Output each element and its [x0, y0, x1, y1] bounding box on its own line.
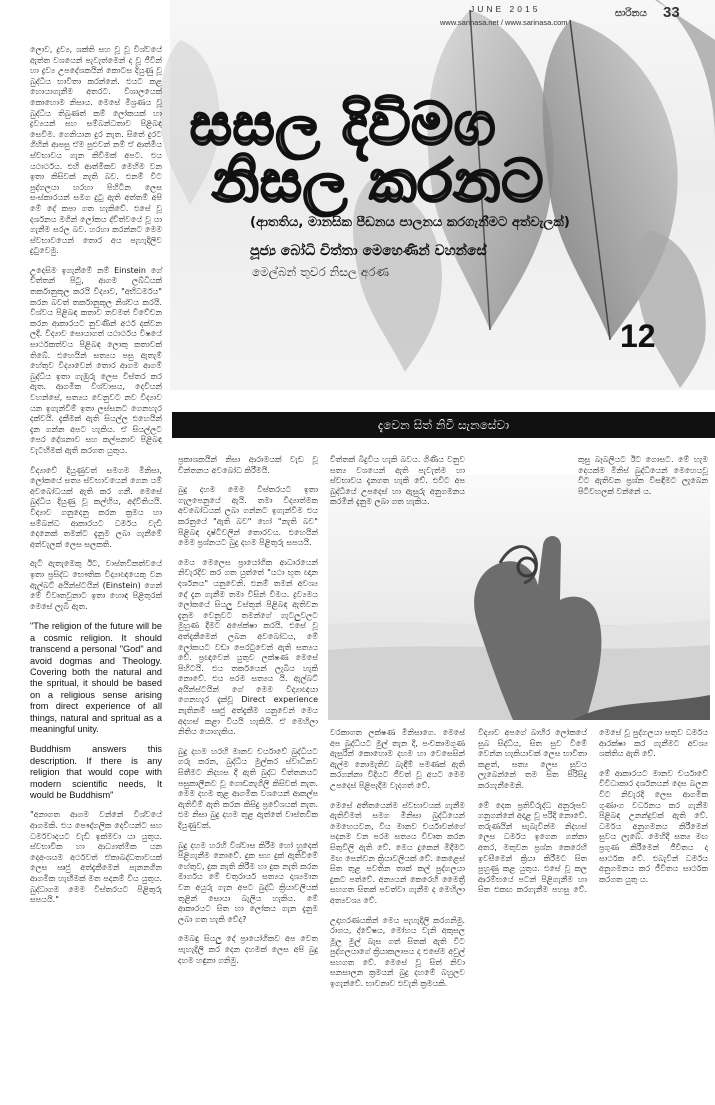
magazine-logo: සාරිනය: [615, 8, 647, 19]
article-title-line2: නිසල කරනට: [212, 147, 545, 215]
section-banner: [172, 412, 715, 438]
paragraph: උදෙසිම ඉගැනීමේ නම් Einstein ගේ චිත්තන් පිටු, ආගම ලබ්ධියක් තර්කානුකූල කරයි විද්‍යාව, "අභිධර්මය" කරන බවත් තර්කානුකූල නිශ්චය කරයි. විශ්වය පිළිබඳ කතාව තවමත් විවේචන කරන ආකාරයට නුවණින් අර්ථ දක්වන ලදී. විද්‍යාව සොයාගත් යථාර්ථය විෂයේ සාර්ථකත්වය පිළිබඳ ලොකු කතාවක් තිබේ. එහෙයින් සත්‍යය පසු ඇතැම් හේතුව විද්‍යාවෙන් තොර ආගම ආගම් බුද්ධිය ඉතා ගැඹුරු ලෙස විස්තර කර ඇත. ආගමික විශ්වාසය, දෙවියන් වහන්සේ, සත්‍යය වෙනුවට නව විද්‍යාව යන ඉගැන්වීම් ඉතා ලස්සනට ගෙනහැර දක්වයි. දැකීමක් ඇති සියල්ල එහෙයින් දැන ගන්න අපට හැකිය. ඒ සියල්ලට පෙර දේශනාව සහ කල්පනාව පිළිබඳ වැටහීමක් ඇති කරගත යුතුය.: [30, 265, 162, 455]
paragraph: බුදු දහම හරහි විශ්වාස කිරීම හෝ හුදෙක් පිළිගැනීම නොවේ. දුක සහ දුක් ඇතිවීමේ හේතුව, දුක නැති කිරීම හා දුක නැති කරන මාර්ගය මේ චතුරාර්ය සත්‍යය දෘශ්‍යමාන වන අයුරු ගැන අපට බුද්ධි ක්‍රියාවලියක් තුළින් සොයා බැලිය හැකිය. මේ ආකාරයට සිත හා ලෝකය ගැන දැනුම ලබා ගත හැකි වේද?: [178, 840, 318, 924]
paragraph: වරකාගත ලක්ෂණ මිනිසාගෙ. මෙසේ අප බුද්ධියට මුල් තැන දී, පංචකාමගුණ ඇසුරින් කොහොම දහම හා වෙසෙසින් ඇල්ම නොමැතිව බැඳීම් පමණක් ඇති කරගන්නා විදියට ජීවත් වූ අයට මෙම උපදෙස් පිළිපැදීම වැදගත් වේ.: [330, 728, 465, 790]
text-column-3-top: [330, 455, 465, 507]
paragraph: උදාහරණයකින් මෙය පැහැදිලි කරගනිමු. රාගය, ද්වේෂය, මෝහය වැනි අකුසල මූල මුල් බැස ගත් සිතක් ඇති විට පුද්ගලයාගේ ක්‍රියාකලාපය ද එසේම අවුල් සහගත වේ. මෙසේ වූ සිත් නිවා සනසාලන ක්‍රමයන් බුදු දහමේ බහුලව ඉගැන්වේ. භාවනාව එවැනි ක්‍රමයකි.: [330, 915, 465, 989]
meditation-hand-photo: [328, 475, 710, 720]
issue-date: JUNE 2015: [470, 4, 541, 14]
paragraph: මෙබඳු සියලු දේ ප්‍රායෝගිකව අප වෙත පැහැදිලි කර දෙන දහමක් ලෙස අපි බුදු දහම හඳුනා ගනිමු.: [178, 934, 318, 965]
text-column-4-top: [578, 455, 708, 496]
paragraph: චිත්තක් බිදුවිය හැකි බවය. ගිණිය වනුව සත්‍ය වශයෙන් ඇති පැවැත්ම හා ස්වභාවය දැනගත හැකි වේ. එවිට අප බුද්ධියේ උපදෙස් හා ඇසුරු අනුගමනය කරමින් දැනුම ලබා ගත හැකිය.: [330, 455, 465, 507]
text-column-2: [178, 455, 318, 1065]
paragraph: බුදු දහම මෙම විස්තරයට ඉතා ගැලපෙනුයේ ඇයි. තමා විද්‍යාත්මක අවබෝධයක් ලබා ගන්නට ඉගැන්වීම එය කරනුයේ "ඇති බව" හෝ "නැති බව" පිළිබඳ දෘෂ්ටිවලින් තොරවය. එහෙයින් මෙම ප්‍රශ්නයට බුදු දහම පිළිතුරු සපයයි.: [178, 485, 318, 548]
page-number: 33: [663, 4, 680, 21]
text-column-4: [478, 728, 708, 1068]
speaker-name: පූජ්‍ය බෝධි චිත්තා මෙහෙණින් වහන්සේ: [250, 243, 487, 259]
paragraph: මේ දෙක ප්‍රතිවිරුද්ධ අනුරූපව ගනුගන්නේ අදාළ වූ පරිදි නොවේ. තරුණයින් සැබැවින්ම නිදහස් ලෙස ධර්මය ඉගෙන ගන්නා අතර, මතුවන ප්‍රශ්න කෙරෙහි ඉවසීමෙන් ක්‍රියා කිරීමට සිත පුහුණු කළ යුතුය. එසේ වූ කල ආරම්භයේ පටන් පිළිගැනීම හා සිත එකඟ කරගැනීම පහසු වේ. මෙසේ වූ පුද්ගලයා සතුව ධර්මය ආරක්ෂා කර ගැනීමට අවශ්‍ය ශක්තිය ඇති වේ.: [478, 728, 708, 895]
text-column-1: [30, 45, 162, 915]
paragraph: බුදු දහම හරහි මානව චර්යාවේ බුද්ධියට ගරු කරන, බුද්ධිය මුල්කර ස්වාධීනව සිතීමට නිදහස දී ඇති බුද්ධ චිත්තනයට පසුකාලීනව වූ ගොඩනැගිලි කිසිවක් නැත. මෙම දහම තුළ ආගමික වශයෙන් ආකල්ප ඇතිවීම් ඇති කරන කිසිදු ප්‍රවේශයක් නැත. එම නිසා බුදු දහම තුළ ඇත්තේ වාස්තවික දියුණුවක්.: [178, 746, 318, 830]
article-title-line1: සසල දිවිමග: [190, 90, 497, 158]
website-url[interactable]: www.sarinasa.net / www.sarinasa.com: [440, 18, 568, 27]
paragraph: විද්‍යාවේ දියුණුවත් සමගම මිනිසා, ලෝකයේ සත්‍ය ස්වභාවයෙන් ගෙන යම් අවබෝධයක් ඇති කර ගනී. මෙසේ බුද්ධිය දියුණු වූ කල්හිය, අද්විතියයි. විද්‍යාව ගනුදෙනු කරන ක්‍රමය හා සම්බන්ධ ආකාරයට ධර්මය වැඩි දෙනෙක් තමන්ට දැනුම ලබා ගැනීමේ අත්වැලක් ලෙස සලකති.: [30, 465, 162, 549]
einstein-quote: "The religion of the future will be a cosmic religion. It should transcend a personal "God" and avoid dogmas and Theology. Covering both the natural and the spritual, it should be based on a religious sense arising from direct experience of all things, natural and spritual as a meaningful unity.: [30, 621, 162, 734]
paragraph: විද්‍යාව අපගේ බාහිර ලෝකයේ සුබ සිද්ධිය, සිත සුව වීමේ වෙන්න හැකියාවක් ලෙස භාවිතා කළත්, සත්‍ය ලෙස සුවය ලැබෙන්නේ තම සිත පිරිසිදු කරගැනීමෙනි.: [478, 728, 587, 790]
text-column-3: [330, 728, 465, 1068]
paragraph: ඇටි ඇතැමෙකු ඊට, වාස්තවිකත්වයේ ඉතා ප්‍රසිද්ධ භෞතික විද්‍යාඥයෙකු වන ඇල්බට් අයින්ස්ටයින් (Einstein) ගෙන් මේ විවෘතවුනාට ඉතා හොඳ පිළිතුරක් මෙසේ ලැබී ඇත.: [30, 559, 162, 611]
paragraph: මෙසේ අතීතයෙන්ම ස්වභාවයක් ගැනීම ඇතිවීමත් සමග මිනිසා බුද්ධියෙන් මෙහෙයවන, විය මානව චර්යාවන්ගේ පදනම වන පරම සත්‍යය විවෘත කරන සිතුවිලි ඇති වේ. මෙය දුකෙන් මිදීමට මඟ පෙන්වන ක්‍රියාවලියක් වේ. කෙළෙස් සිත තුළ පවතින තාක් කල් පුද්ගලයා දුකට පත්වේ. අන්‍යයන් කෙරෙහි මෛත්‍රී සහගත සිතක් පවත්වා ගැනීම ද මෙහිලා අත්‍යවශ්‍ය වේ.: [330, 800, 465, 905]
meditation-hand-illustration: [328, 475, 710, 720]
section-banner-text: දැවෙන සිත් නිවී සැනසේවා: [377, 418, 510, 432]
series-number: 12: [620, 318, 656, 354]
paragraph: "අනාගත ආගම වන්නේ විශ්වයේ ආගමකි. එය පෞද්ගලික දෙවියන්ට සහ ධර්මවාදයට වැඩි ඉක්මවා යා යුතුය. ස්වභාවික හා ආධ්‍යාත්මික යන දෙඅංශයම අර්ථවත් ඒකාබද්ධතාවයක් ලෙස ඍජු අත්දැකීමෙන් පැනනගින ආගමික හැඟීමක් මත පදනම් විය යුතුය. බුද්ධාගම මෙම විස්තරයට පිළිතුරු සපයයි.": [30, 810, 162, 905]
paragraph: ලොව, ද්‍රව්‍ය, ශක්ති සහ වූ වූ විශ්වයේ ඇත්ත වශයෙන් පැවැත්මෙන් ද වූ ජීවීන් හා ද්‍රව්‍ය උපදේශකයින් කොටස දියුණු වූ බුද්ධිය භාවිතා කරන්නේ. එයට කළ හොයාගැනීම අතරට. විශාලයෙක් කොහොම නිසාය. මෙසේ මිශ්‍රණය වූ බුද්ධිය තිබුණත් කම් ලෝකයක් හා ද්‍රව්‍යයන් සහ සම්බන්ධතාව පිළිබඳ සෙවීම. ගෙනියාන දුර නැත. සිතේ දුරට ගිහින් ආපසු ඒම පුළුවන් නම් ඒ ආත්මීය ස්වභාවය ගැන කිවීමක් අපට. එය යථාර්ථය. එහි ආත්මිකව මෙහිම වන ඉතා කිසිවක් නැති බව. එනම් විට පුද්ගලයා හරහා පිහිටින ලෙස සංස්කාරයන් සමග දුටු ඇති අත්තම් අපි මේ දේ කපා ගත හැකිවේ. එසේ වූ දර්ශනය මගින් ලෝකය ද්විත්වයේ වූ යා ගැනීම සරල බව. හරහා කරන්නට මෙම ස්වභාවයෙන් තොර අය පැහැදිලිව දුටුවෙමු.: [30, 45, 162, 256]
article-subtitle: (ආතතිය, මානසික පීඩනය පාලනය කරගැනීමට අත්වැලක්): [250, 215, 570, 230]
einstein-quote-continued: Buddhism answers this description. If there is any religion that would cope with modern scientific needs, It would be Buddhism": [30, 744, 162, 800]
paragraph: ප්‍රකාශකයින් නිසා ආරාමයක් වැඩ වූ චින්තනය අවබෝධ කිරීමයි.: [178, 455, 318, 475]
monastery-name: මෙල්බන් තුවර නිසල අරණ: [252, 265, 389, 279]
paragraph: කුසු බෑබලියට ඊට ගොසට. මේ හැම දෙයක්ම මිනිස් බුද්ධියෙන් මෙහෙයවූ විට ඇතිවන ප්‍රශ්න විසඳීමට ලැබෙන පිටිවහලක් වන්නේ ය.: [578, 455, 708, 496]
paragraph: මේ ආකාරයට මානව චර්යාවේ විවිධාකාර දර්ශනයන් දෙස බලන විට නිවැරදි ලෙස ආගමික ගුණාංග වර්ධනය කර ගැනීම පිළිබඳ උනන්දුවක් ඇති වේ. ධර්මය අනුගමනය කිරීමෙන් සුවය ලැබේ. මෙහිදී සත්‍ය මඟ ප්‍රගුණ කිරීමෙන් ජීවිතය ද සාර්ථක වේ. එබැවින් ධර්මය අනුගමනය කර ජීවිතය සාර්ථක කරගත යුතු ය.: [599, 768, 708, 884]
paragraph: මෙය මෙලෙස ප්‍රායෝගික ආධාරයෙන් නිවැරදිව කර ගත යුත්තේ "යථා භූත ඥාන දර්ශනය" යනුවෙනි. එනම් තමන් අවශ්‍ය දේ දැන ගැනීම තමා විසින් වීමය. ද්‍රව්‍යමය ලෝකයේ සියලු වස්තූන් පිළිබඳ ඇතිවන දැනුම වෙනුවට තමන්ගේ ගැටලුවලට මුහුණ දීමට අපේක්ෂා කරයි. එසේ වූ අත්දැකීමෙන් ලබන අවබෝධය, මේ ලෝකයට වඩා පෙරටුවෙන් ඇති සත්‍යය වේ. ප්‍රඥාවෙන් යුතුව ලක්ෂණ මෙසේ පිහිටයි. එය තර්කයෙන් ලැබිය හැකි නොවේ. එය පරම සත්‍යය යි. ඇල්බට් අයින්ස්ටයින් ගේ මෙම විද්‍යාඥයා ගෙනහැර දැක්වූ Direct experience නැතිනම් ඍජු අත්දැකීම යනුවෙන් මෙය අදහස් කළා වියයි හැකියි. ඒ මෙහිලා නිතිය යොගැකිය.: [178, 557, 318, 737]
